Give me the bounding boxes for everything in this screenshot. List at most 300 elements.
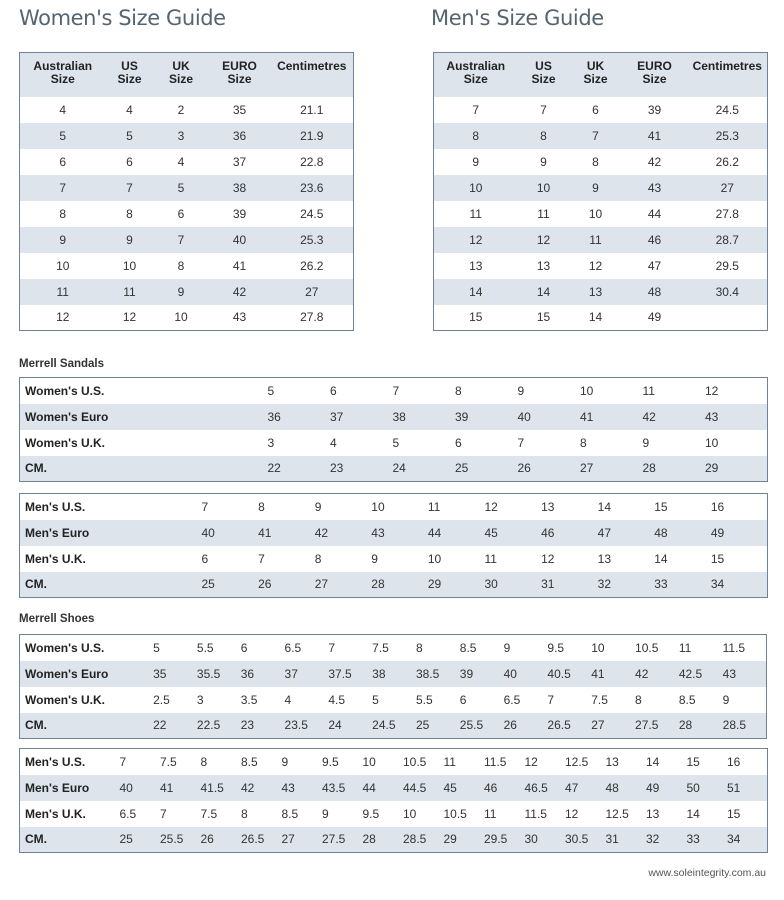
size-cell: 41 bbox=[258, 520, 315, 546]
size-cell: 13 bbox=[541, 499, 555, 514]
table-cell: 14 bbox=[518, 279, 570, 305]
header-line: US bbox=[121, 59, 138, 73]
header-line: Size bbox=[50, 72, 75, 86]
size-cell: 5 bbox=[392, 435, 400, 450]
table-cell: 24.5 bbox=[300, 206, 324, 221]
size-cell: 41 bbox=[580, 404, 643, 430]
size-cell: 38.5 bbox=[416, 661, 460, 687]
table-cell: 7 bbox=[106, 175, 154, 201]
size-cell: 27 bbox=[591, 713, 635, 739]
size-cell: 13 bbox=[646, 806, 660, 821]
size-cell: 7.5 bbox=[160, 754, 177, 769]
size-cell: 45 bbox=[444, 775, 485, 801]
size-cell: 27.5 bbox=[635, 713, 679, 739]
size-cell: 28 bbox=[679, 713, 723, 739]
size-cell: 40 bbox=[504, 661, 548, 687]
table-row bbox=[20, 279, 354, 305]
column-header bbox=[20, 53, 106, 97]
table-cell: 12 bbox=[434, 227, 518, 253]
size-cell: 7 bbox=[517, 435, 525, 450]
size-cell: 6.5 bbox=[119, 806, 137, 821]
size-cell: 9 bbox=[281, 754, 289, 769]
table-cell: 7 bbox=[472, 102, 480, 117]
size-cell: 7 bbox=[258, 551, 265, 566]
size-cell: 37.5 bbox=[328, 661, 372, 687]
womens-size-table bbox=[19, 52, 354, 331]
table-cell: 15 bbox=[536, 310, 551, 325]
size-cell: 8.5 bbox=[459, 640, 477, 655]
size-cell: 12 bbox=[705, 383, 719, 398]
size-cell: 8 bbox=[635, 692, 642, 707]
table-row bbox=[20, 253, 354, 279]
size-cell: 5.5 bbox=[196, 640, 214, 655]
header-line: EURO bbox=[637, 59, 672, 73]
size-cell: 30 bbox=[484, 572, 541, 598]
table-cell: 11 bbox=[469, 206, 482, 221]
size-cell: 15 bbox=[654, 499, 668, 514]
size-cell: 12 bbox=[541, 551, 555, 566]
size-cell: 29 bbox=[705, 456, 768, 482]
size-cell: 7 bbox=[160, 806, 167, 821]
size-row bbox=[20, 404, 768, 430]
size-cell: 25 bbox=[120, 827, 161, 853]
column-header bbox=[106, 53, 154, 97]
size-cell: 42 bbox=[315, 520, 372, 546]
table-cell: 4 bbox=[126, 102, 133, 117]
header-line: EURO bbox=[222, 59, 257, 73]
size-cell: 42 bbox=[241, 775, 282, 801]
size-cell: 50 bbox=[687, 775, 728, 801]
table-row bbox=[20, 227, 354, 253]
table-cell: 42 bbox=[647, 154, 662, 169]
size-cell: 28.5 bbox=[723, 713, 767, 739]
size-row bbox=[20, 494, 768, 520]
size-cell: 27 bbox=[282, 827, 323, 853]
size-cell: 11 bbox=[484, 806, 497, 821]
size-cell: 7 bbox=[328, 640, 336, 655]
table-cell: 9 bbox=[106, 227, 154, 253]
size-cell: 28 bbox=[371, 572, 428, 598]
size-cell: 42.5 bbox=[679, 661, 723, 687]
table-cell: 14 bbox=[434, 279, 518, 305]
table-cell: 22.8 bbox=[300, 154, 324, 169]
header-line: Size bbox=[117, 72, 142, 86]
table-cell: 43 bbox=[232, 310, 247, 325]
size-cell: 23 bbox=[330, 456, 393, 482]
size-cell: 46 bbox=[541, 520, 598, 546]
size-cell: 7.5 bbox=[372, 640, 389, 655]
size-row bbox=[20, 775, 768, 801]
size-cell: 12 bbox=[524, 754, 538, 769]
size-cell: 12.5 bbox=[565, 754, 589, 769]
size-cell: 37 bbox=[285, 661, 329, 687]
size-cell: 12 bbox=[565, 806, 579, 821]
size-cell: 34 bbox=[711, 572, 768, 598]
size-cell: 26 bbox=[201, 827, 242, 853]
size-cell: 4 bbox=[330, 435, 337, 450]
table-cell: 6 bbox=[592, 102, 599, 117]
sandals-womens-table bbox=[19, 377, 768, 482]
row-label: CM. bbox=[20, 827, 120, 853]
size-cell: 44.5 bbox=[403, 775, 444, 801]
table-cell: 39 bbox=[647, 102, 662, 117]
sandals-mens-table bbox=[19, 493, 768, 598]
size-cell: 11 bbox=[678, 640, 692, 655]
row-label: Women's U.K. bbox=[25, 435, 105, 450]
size-cell: 28.5 bbox=[403, 827, 444, 853]
table-cell: 48 bbox=[622, 279, 688, 305]
size-cell: 27 bbox=[580, 456, 643, 482]
size-cell: 26.5 bbox=[547, 713, 591, 739]
size-cell: 26 bbox=[258, 572, 315, 598]
table-cell: 38 bbox=[209, 175, 271, 201]
size-cell: 22.5 bbox=[197, 713, 241, 739]
size-row bbox=[20, 572, 768, 598]
size-cell: 45 bbox=[484, 520, 541, 546]
table-cell: 24.5 bbox=[715, 102, 739, 117]
size-row bbox=[20, 801, 768, 827]
mens-size-guide-title: Men's Size Guide bbox=[431, 6, 604, 30]
size-cell: 10 bbox=[371, 499, 385, 514]
size-cell: 37 bbox=[330, 404, 393, 430]
size-row bbox=[20, 430, 768, 456]
row-label: Men's U.S. bbox=[25, 499, 86, 514]
size-cell: 8 bbox=[241, 806, 248, 821]
size-cell: 4 bbox=[284, 692, 292, 707]
size-cell: 6.5 bbox=[284, 640, 302, 655]
size-cell: 10.5 bbox=[635, 640, 659, 655]
size-row bbox=[20, 827, 768, 853]
size-cell: 9.5 bbox=[547, 640, 565, 655]
size-cell: 5 bbox=[372, 692, 379, 707]
size-cell: 36 bbox=[268, 404, 331, 430]
size-cell: 7 bbox=[392, 383, 400, 398]
size-cell: 28 bbox=[643, 456, 706, 482]
table-row bbox=[434, 253, 768, 279]
table-cell: 10 bbox=[56, 258, 70, 273]
table-cell: 4 bbox=[59, 102, 67, 117]
row-label: Men's U.K. bbox=[25, 551, 86, 566]
column-header bbox=[154, 53, 209, 97]
header-line: Size bbox=[463, 72, 488, 86]
table-cell: 7 bbox=[20, 175, 106, 201]
size-cell: 25 bbox=[202, 572, 259, 598]
size-cell: 43 bbox=[705, 404, 768, 430]
table-cell: 8 bbox=[592, 154, 599, 169]
size-cell: 47 bbox=[565, 775, 606, 801]
size-cell: 9.5 bbox=[322, 754, 339, 769]
size-cell: 10 bbox=[403, 806, 417, 821]
size-cell: 43 bbox=[371, 520, 428, 546]
table-cell: 8 bbox=[177, 258, 185, 273]
shoes-womens-table bbox=[19, 634, 767, 739]
row-label: Women's U.K. bbox=[25, 692, 105, 707]
size-cell: 27 bbox=[315, 572, 372, 598]
size-cell: 8 bbox=[580, 435, 587, 450]
size-cell: 38 bbox=[393, 404, 456, 430]
size-row bbox=[20, 635, 767, 661]
size-cell: 11 bbox=[443, 754, 456, 769]
table-cell: 6 bbox=[59, 154, 67, 169]
size-cell: 6 bbox=[330, 383, 337, 398]
table-cell: 6 bbox=[126, 154, 133, 169]
column-header bbox=[271, 53, 354, 97]
table-cell: 25.3 bbox=[688, 123, 768, 149]
header-line: Size bbox=[583, 72, 608, 86]
size-cell: 14 bbox=[654, 551, 668, 566]
table-cell: 36 bbox=[209, 123, 271, 149]
size-cell: 6 bbox=[459, 692, 467, 707]
table-cell: 9 bbox=[472, 154, 480, 169]
size-cell: 8 bbox=[455, 383, 462, 398]
table-row bbox=[434, 149, 768, 175]
table-cell: 40 bbox=[209, 227, 271, 253]
size-cell: 10 bbox=[705, 435, 719, 450]
size-cell: 42 bbox=[635, 661, 679, 687]
size-cell: 48 bbox=[606, 775, 647, 801]
size-cell: 40 bbox=[518, 404, 581, 430]
size-cell: 5 bbox=[153, 640, 160, 655]
size-cell: 6.5 bbox=[503, 692, 521, 707]
table-cell: 10 bbox=[518, 175, 570, 201]
table-cell: 8 bbox=[434, 123, 518, 149]
table-row bbox=[20, 149, 354, 175]
size-cell: 46 bbox=[484, 775, 525, 801]
table-cell: 13 bbox=[469, 258, 483, 273]
size-cell: 24 bbox=[328, 713, 372, 739]
size-cell: 44 bbox=[363, 775, 404, 801]
table-cell: 30.4 bbox=[688, 279, 768, 305]
size-cell: 15 bbox=[727, 806, 741, 821]
column-header bbox=[434, 53, 518, 97]
size-cell: 27.5 bbox=[322, 827, 363, 853]
size-cell: 26.5 bbox=[241, 827, 282, 853]
column-header bbox=[570, 53, 622, 97]
table-cell: 8 bbox=[126, 206, 133, 221]
header-line: Size bbox=[227, 72, 252, 86]
size-cell: 11.5 bbox=[484, 754, 507, 769]
table-row bbox=[434, 175, 768, 201]
table-cell: 23.6 bbox=[271, 175, 354, 201]
size-cell: 25 bbox=[416, 713, 460, 739]
table-cell: 21.9 bbox=[271, 123, 354, 149]
column-header bbox=[688, 53, 768, 97]
size-cell: 10 bbox=[580, 383, 594, 398]
size-cell: 11.5 bbox=[524, 806, 547, 821]
table-cell: 43 bbox=[622, 175, 688, 201]
merrell-shoes-title: Merrell Shoes bbox=[19, 613, 95, 625]
size-cell: 33 bbox=[687, 827, 728, 853]
size-cell: 22 bbox=[153, 713, 197, 739]
table-cell: 29.5 bbox=[715, 258, 739, 273]
size-row bbox=[20, 520, 768, 546]
size-cell: 26 bbox=[518, 456, 581, 482]
row-label: CM. bbox=[20, 713, 154, 739]
row-label: Men's Euro bbox=[20, 775, 120, 801]
size-cell: 14 bbox=[646, 754, 660, 769]
table-cell: 3 bbox=[154, 123, 209, 149]
table-row bbox=[20, 305, 354, 331]
size-cell: 28 bbox=[363, 827, 404, 853]
size-cell: 25.5 bbox=[160, 827, 201, 853]
size-cell: 35.5 bbox=[197, 661, 241, 687]
size-cell: 30 bbox=[525, 827, 566, 853]
table-cell: 7 bbox=[570, 123, 622, 149]
row-label: Women's Euro bbox=[20, 404, 268, 430]
table-cell: 9 bbox=[154, 279, 209, 305]
table-cell: 2 bbox=[177, 102, 185, 117]
table-cell: 11 bbox=[570, 227, 622, 253]
size-row bbox=[20, 687, 767, 713]
size-cell: 49 bbox=[711, 520, 768, 546]
table-row bbox=[20, 97, 354, 123]
size-cell: 24.5 bbox=[372, 713, 416, 739]
table-cell: 39 bbox=[232, 206, 247, 221]
table-cell: 27.8 bbox=[300, 310, 324, 325]
table-cell: 7 bbox=[540, 102, 547, 117]
size-cell: 10 bbox=[362, 754, 376, 769]
size-row bbox=[20, 378, 768, 404]
size-cell: 29.5 bbox=[484, 827, 525, 853]
size-cell: 8 bbox=[200, 754, 208, 769]
size-cell: 7.5 bbox=[591, 692, 608, 707]
table-cell: 9 bbox=[20, 227, 106, 253]
shoes-mens-table bbox=[19, 748, 768, 853]
table-cell: 11 bbox=[106, 279, 154, 305]
table-cell: 12 bbox=[56, 310, 70, 325]
size-cell: 6 bbox=[240, 640, 248, 655]
table-row bbox=[434, 123, 768, 149]
row-label: Men's U.K. bbox=[25, 806, 86, 821]
size-cell: 48 bbox=[654, 520, 711, 546]
size-cell: 9 bbox=[322, 806, 329, 821]
table-cell: 9 bbox=[570, 175, 622, 201]
table-cell: 41 bbox=[232, 258, 247, 273]
size-cell: 8.5 bbox=[281, 806, 299, 821]
size-cell: 11.5 bbox=[722, 640, 746, 655]
column-header bbox=[209, 53, 271, 97]
size-cell: 9 bbox=[503, 640, 511, 655]
table-cell: 13 bbox=[536, 258, 551, 273]
size-cell: 25 bbox=[455, 456, 518, 482]
size-cell: 5 bbox=[267, 383, 275, 398]
table-cell: 12 bbox=[122, 310, 137, 325]
column-header bbox=[622, 53, 688, 97]
header-line: UK bbox=[172, 59, 190, 73]
table-row bbox=[20, 201, 354, 227]
size-cell: 13 bbox=[597, 551, 612, 566]
size-cell: 16 bbox=[710, 499, 725, 514]
size-cell: 8 bbox=[314, 551, 322, 566]
size-cell: 9 bbox=[722, 692, 730, 707]
size-cell: 3 bbox=[267, 435, 275, 450]
mens-size-table bbox=[433, 52, 768, 331]
table-cell: 8 bbox=[518, 123, 570, 149]
size-cell: 8.5 bbox=[678, 692, 696, 707]
size-cell: 39 bbox=[460, 661, 504, 687]
row-label: Men's Euro bbox=[20, 520, 202, 546]
table-row bbox=[20, 175, 354, 201]
header-line: Centimetres bbox=[692, 59, 762, 73]
size-cell: 6 bbox=[201, 551, 209, 566]
table-cell: 11 bbox=[537, 206, 550, 221]
table-cell: 11 bbox=[20, 279, 106, 305]
row-label: Women's U.S. bbox=[25, 640, 105, 655]
size-cell: 41 bbox=[160, 775, 201, 801]
size-cell: 10.5 bbox=[403, 754, 427, 769]
size-cell: 51 bbox=[727, 775, 768, 801]
size-cell: 12.5 bbox=[605, 806, 629, 821]
size-cell: 43.5 bbox=[322, 775, 363, 801]
table-cell: 13 bbox=[570, 279, 622, 305]
size-cell: 49 bbox=[646, 775, 687, 801]
table-cell: 25.3 bbox=[271, 227, 354, 253]
size-cell: 9 bbox=[642, 435, 650, 450]
row-label: Men's U.S. bbox=[25, 754, 86, 769]
table-cell: 27 bbox=[688, 175, 768, 201]
table-cell: 28.7 bbox=[688, 227, 768, 253]
table-cell: 44 bbox=[647, 206, 662, 221]
size-cell: 7 bbox=[201, 499, 209, 514]
size-cell: 15 bbox=[686, 754, 700, 769]
table-cell: 10 bbox=[122, 258, 137, 273]
size-cell: 36 bbox=[241, 661, 285, 687]
table-cell: 37 bbox=[232, 154, 247, 169]
table-cell: 10 bbox=[174, 310, 188, 325]
table-cell: 21.1 bbox=[300, 102, 324, 117]
size-cell: 23 bbox=[241, 713, 285, 739]
size-cell: 47 bbox=[598, 520, 655, 546]
size-cell: 14 bbox=[686, 806, 700, 821]
header-line: Size bbox=[168, 72, 193, 86]
size-cell: 31 bbox=[541, 572, 598, 598]
table-row bbox=[434, 97, 768, 123]
table-cell: 5 bbox=[106, 123, 154, 149]
table-cell bbox=[688, 305, 768, 331]
size-cell: 15 bbox=[710, 551, 725, 566]
size-cell: 30.5 bbox=[565, 827, 606, 853]
table-cell: 42 bbox=[209, 279, 271, 305]
size-cell: 41.5 bbox=[201, 775, 242, 801]
table-cell: 12 bbox=[518, 227, 570, 253]
size-cell: 43 bbox=[282, 775, 323, 801]
size-cell: 41 bbox=[591, 661, 635, 687]
table-row bbox=[434, 201, 768, 227]
size-cell: 22 bbox=[268, 456, 331, 482]
header-line: Size bbox=[531, 72, 556, 86]
table-row bbox=[20, 123, 354, 149]
table-cell: 9 bbox=[540, 154, 547, 169]
size-cell: 3.5 bbox=[240, 692, 258, 707]
size-cell: 32 bbox=[646, 827, 687, 853]
table-cell: 35 bbox=[232, 102, 247, 117]
table-row bbox=[434, 279, 768, 305]
size-row bbox=[20, 546, 768, 572]
table-cell: 10 bbox=[588, 206, 603, 221]
size-cell: 11 bbox=[642, 383, 655, 398]
size-cell: 26 bbox=[504, 713, 548, 739]
size-row bbox=[20, 661, 767, 687]
size-cell: 24 bbox=[393, 456, 456, 482]
size-cell: 9 bbox=[371, 551, 378, 566]
size-cell: 11 bbox=[427, 499, 441, 514]
row-label: CM. bbox=[20, 572, 202, 598]
header-line: Australian bbox=[33, 59, 93, 73]
row-label: CM. bbox=[20, 456, 268, 482]
size-cell: 10 bbox=[591, 640, 605, 655]
table-cell: 26.2 bbox=[715, 154, 739, 169]
size-cell: 33 bbox=[654, 572, 711, 598]
